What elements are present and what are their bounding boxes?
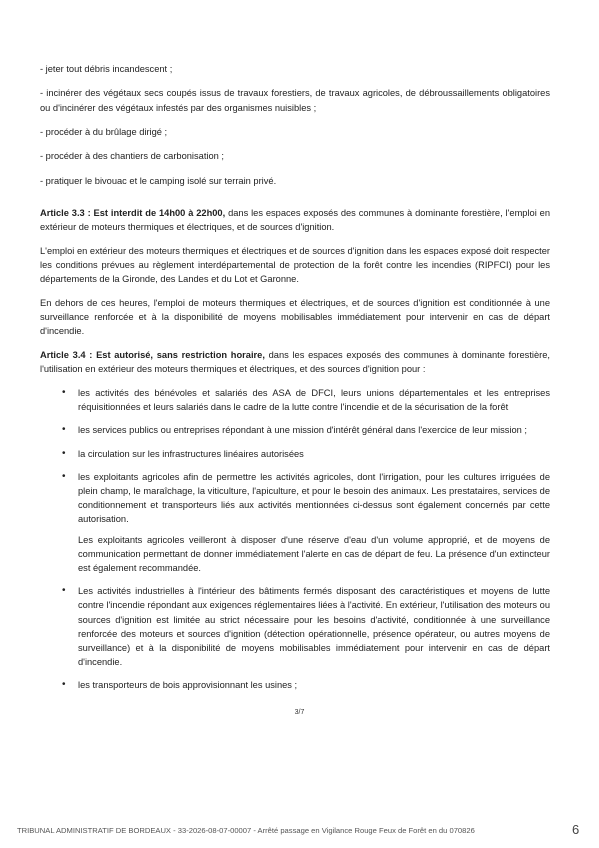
- list-item: • les exploitants agricoles afin de permettre les activités agricoles, dont l'irrigation, pour les cultures irriguées de plein champ, le maraîchage, la viticulture, l'apiculture, et pour le besoin des animaux. Les prestataires, services de conditionnement et transporteurs liés aux activités mentionnées ci-dessus sont également concernés par cette autorisation. Les exploitants agricoles veilleront à disposer d'une réserve d'eau d'un volume approprié, et de moyens de communication permettant de donner immédiatement l'alerte en cas de départ de feu. La présence d'un extincteur est également recommandée.: [40, 470, 550, 575]
- page-number: 3/7: [294, 709, 305, 716]
- footer: [0, 822, 599, 842]
- farmer-note: Les exploitants agricoles veilleront à disposer d'une réserve d'eau d'un volume approprié, et de moyens de communication permettant de donner immédiatement l'alerte en cas de départ de feu. La présence d'un extincteur est également recommandée.: [78, 534, 550, 574]
- dash-item: - incinérer des végétaux secs coupés issus de travaux forestiers, de travaux agricoles, de débroussaillements obligatoires ou d'incinérer des végétaux infestés par des organismes nuisibles ;: [40, 88, 550, 113]
- dash-item: - procéder à du brûlage dirigé ;: [40, 126, 168, 137]
- article-3-3: [40, 206, 550, 234]
- dash-item: - pratiquer le bivouac et le camping isolé sur terrain privé.: [40, 175, 277, 186]
- list-item: • les services publics ou entreprises répondant à une mission d'intérêt général dans l'exercice de leur mission ;: [40, 423, 550, 437]
- footer-page-number: 6: [572, 822, 580, 837]
- page-content: [40, 62, 550, 702]
- bullet-icon: •: [62, 387, 66, 398]
- article-3-4-title: Article 3.4 : Est autorisé, sans restriction horaire,: [40, 350, 265, 361]
- authorized-activities-list: [40, 386, 550, 693]
- article-3-3-text: dans les espaces exposés des communes à dominante forestière, l'emploi en extérieur de moteurs thermiques et électriques, et de sources d'ignition.: [40, 207, 550, 233]
- article-3-3-paragraph-3: En dehors de ces heures, l'emploi de moteurs thermiques et électriques, et de sources d'ignition est conditionnée à une surveillance renforcée et à la disponibilité de moyens mobilisables immédiatement pour intervenir en cas de départ d'incendie.: [40, 297, 550, 337]
- dash-item: - procéder à des chantiers de carbonisation ;: [40, 151, 224, 162]
- list-item: • les transporteurs de bois approvisionnant les usines ;: [40, 678, 550, 692]
- bullet-icon: •: [62, 470, 66, 482]
- article-3-3-paragraph-2: L'emploi en extérieur des moteurs thermiques et électriques et de sources d'ignition dans les espaces exposé doit respecter les conditions prévues au règlement interdépartemental de protection de la forêt contre les incendies (RIPFCI) pour les départements de la Gironde, des Landes et du Lot et Garonne.: [40, 245, 550, 285]
- bullet-icon: •: [62, 424, 66, 436]
- footer-text: TRIBUNAL ADMINISTRATIF DE BORDEAUX - 33-2026-08-07-00007 - Arrêté passage en Vigilance Rouge Feux de Forêt en du 070826: [17, 826, 475, 835]
- article-3-4: [40, 348, 550, 376]
- list-item: • les activités des bénévoles et salariés des ASA de DFCI, leurs unions départementales et les entreprises réquisitionnées et leurs salariés dans le cadre de la lutte contre l'incendie et de la sécurisation de la forêt: [62, 387, 550, 413]
- bullet-icon: •: [62, 585, 66, 597]
- list-item: • la circulation sur les infrastructures linéaires autorisées: [40, 447, 550, 461]
- article-3-3-title: Article 3.3 : Est interdit de 14h00 à 22h00,: [40, 207, 226, 218]
- list-item: • Les activités industrielles à l'intérieur des bâtiments fermés disposant des caractéristiques et moyens de lutte contre l'incendie répondant aux exigences réglementaires liées à l'activité. En extérieur, l'utilisation des moteurs ou sources d'ignition est limitée au strict nécessaire pour les besoins d'activité, conditionnée à une surveillance renforcée des moteurs et sources d'ignition (détection opérationnelle, présence opérateur, ou autres moyens de surveillance) et à la disponibilité de moyens mobilisables immédiatement pour intervenir en cas de départ d'incendie.: [62, 585, 550, 668]
- bullet-icon: •: [62, 679, 66, 691]
- dash-item: - jeter tout débris incandescent ;: [40, 64, 173, 74]
- bullet-icon: •: [62, 447, 66, 459]
- article-3-4-text: dans les espaces exposés des communes à dominante forestière, l'utilisation en extérieur des moteurs thermiques et électriques, et des sources d'ignition pour :: [40, 350, 550, 375]
